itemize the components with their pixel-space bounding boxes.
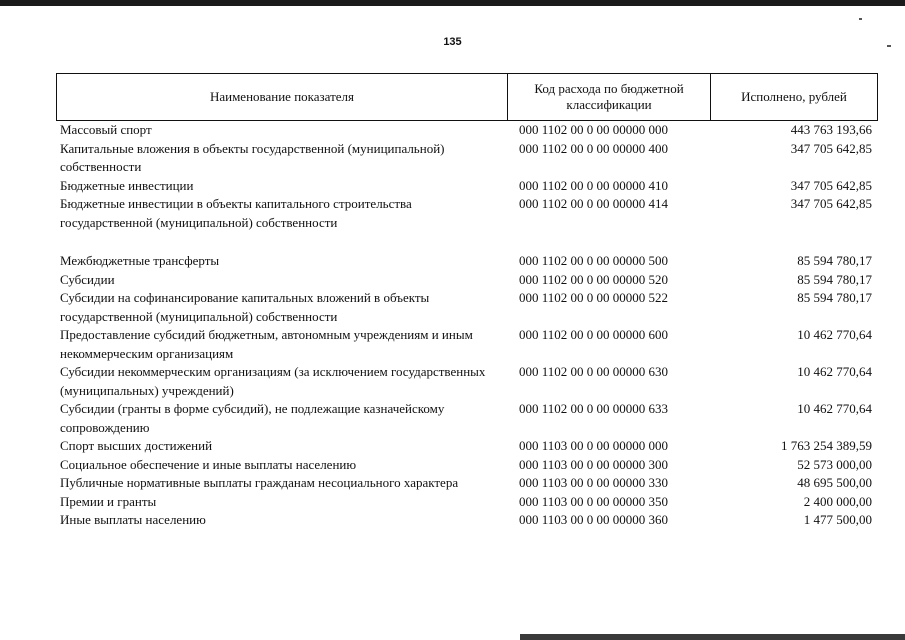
table-row — [56, 195, 878, 232]
row-name: Бюджетные инвестиции в объекты капитального строительства государственной (муниципальной) собственности — [60, 196, 412, 230]
row-amount: 443 763 193,66 — [790, 122, 872, 137]
row-name: Спорт высших достижений — [60, 438, 213, 453]
row-code: 000 1102 00 0 00 00000 630 — [519, 364, 669, 379]
row-amount: 2 400 000,00 — [803, 493, 872, 509]
row-code: 000 1102 00 0 00 00000 400 — [519, 140, 669, 156]
row-code: 000 1102 00 0 00 00000 600 — [519, 327, 669, 342]
table-row — [56, 400, 878, 437]
row-amount: 347 705 642,85 — [790, 140, 872, 156]
row-name: Публичные нормативные выплаты гражданам несоциального характера — [60, 475, 459, 490]
table-row — [56, 271, 878, 290]
row-name: Субсидии (гранты в форме субсидий), не подлежащие казначейскому сопровождению — [60, 401, 445, 435]
table-row — [56, 121, 878, 140]
scan-speck — [859, 18, 862, 20]
row-code: 000 1102 00 0 00 00000 414 — [519, 196, 669, 211]
table-body — [56, 121, 878, 530]
row-amount: 52 573 000,00 — [797, 456, 872, 472]
row-code: 000 1102 00 0 00 00000 500 — [519, 253, 669, 268]
row-gap — [56, 232, 878, 252]
table-row — [56, 456, 878, 475]
table-row — [56, 252, 878, 271]
row-code: 000 1103 00 0 00 00000 350 — [519, 493, 669, 509]
row-code: 000 1103 00 0 00 00000 360 — [519, 512, 669, 527]
row-name: Межбюджетные трансферты — [60, 253, 220, 268]
row-code: 000 1102 00 0 00 00000 410 — [519, 177, 669, 193]
row-name: Субсидии на софинансирование капитальных вложений в объекты государственной (муниципальной) собственности — [60, 290, 430, 324]
table-row — [56, 363, 878, 400]
row-amount: 347 705 642,85 — [790, 177, 872, 193]
row-amount: 10 462 770,64 — [797, 401, 872, 416]
table-header — [56, 73, 878, 121]
header-name: Наименование показателя — [57, 74, 508, 120]
table-row — [56, 326, 878, 363]
row-amount: 85 594 780,17 — [797, 253, 872, 268]
row-code: 000 1102 00 0 00 00000 633 — [519, 401, 669, 416]
row-amount: 85 594 780,17 — [797, 271, 872, 287]
row-name: Субсидии — [60, 271, 115, 287]
table-row — [56, 177, 878, 196]
row-amount: 85 594 780,17 — [797, 290, 872, 305]
row-code: 000 1102 00 0 00 00000 520 — [519, 271, 669, 287]
header-code: Код расхода по бюджетной классификации — [508, 74, 711, 120]
table-row — [56, 493, 878, 512]
row-amount: 1 477 500,00 — [803, 512, 872, 527]
page-number: 135 — [443, 36, 462, 48]
row-name: Предоставление субсидий бюджетным, автономным учреждениям и иным некоммерческим организациям — [60, 327, 473, 361]
row-name: Массовый спорт — [60, 122, 152, 137]
row-amount: 1 763 254 389,59 — [781, 438, 872, 453]
row-amount: 10 462 770,64 — [797, 327, 872, 342]
row-name: Премии и гранты — [60, 493, 157, 509]
row-amount: 10 462 770,64 — [797, 364, 872, 379]
row-name: Социальное обеспечение и иные выплаты населению — [60, 456, 357, 472]
row-name: Бюджетные инвестиции — [60, 177, 194, 193]
row-amount: 347 705 642,85 — [790, 196, 872, 211]
header-amount: Исполнено, рублей — [741, 89, 847, 104]
row-amount: 48 695 500,00 — [797, 475, 872, 490]
row-name: Субсидии некоммерческим организациям (за исключением государственных (муниципальных) учреждений) — [60, 364, 486, 398]
row-code: 000 1103 00 0 00 00000 000 — [519, 438, 669, 453]
table-row — [56, 437, 878, 456]
scan-edge-bottom — [520, 634, 905, 640]
table-row — [56, 140, 878, 177]
scan-edge-top — [0, 0, 905, 6]
row-name: Иные выплаты населению — [60, 512, 206, 527]
row-code: 000 1103 00 0 00 00000 300 — [519, 456, 669, 472]
table-row — [56, 511, 878, 530]
row-name: Капитальные вложения в объекты государственной (муниципальной) собственности — [60, 140, 445, 174]
row-code: 000 1102 00 0 00 00000 000 — [519, 122, 669, 137]
table-row — [56, 474, 878, 493]
table-row — [56, 289, 878, 326]
row-code: 000 1102 00 0 00 00000 522 — [519, 290, 669, 305]
row-code: 000 1103 00 0 00 00000 330 — [519, 475, 669, 490]
